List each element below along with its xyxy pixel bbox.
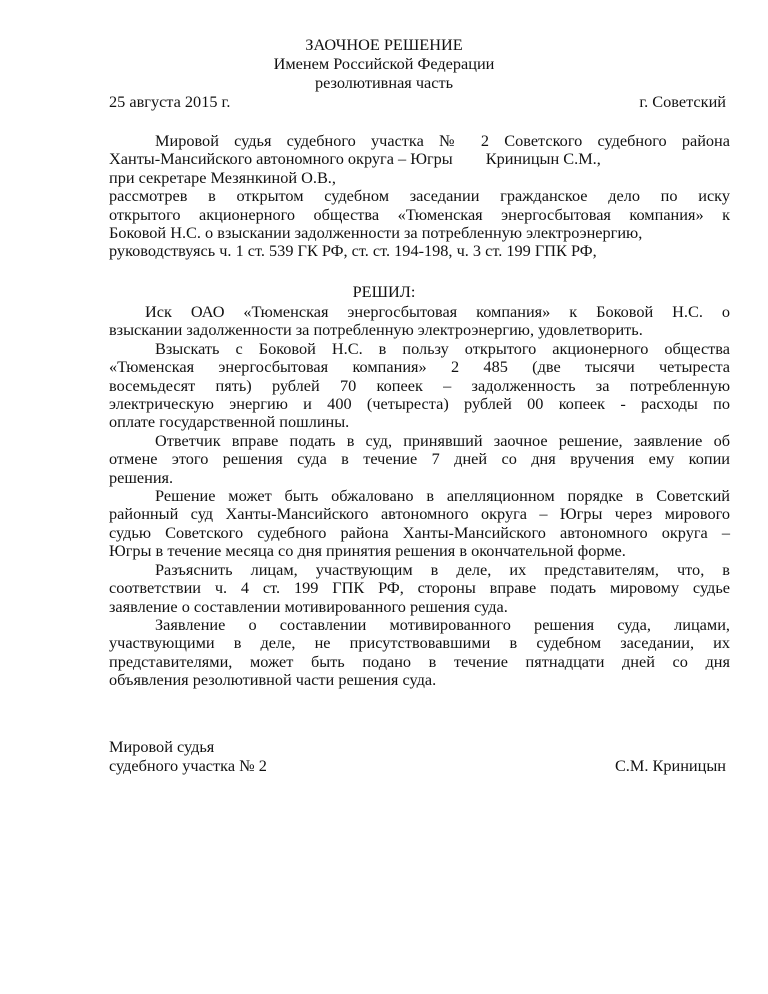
- paragraph-line: «Тюменская энергосбытовая компания» 2 485 (две тысячи четыреста: [109, 357, 730, 377]
- decision-heading: РЕШИЛ:: [352, 282, 416, 301]
- paragraph-line: участвующими в деле, не присутствовавшими в судебном заседании, их: [109, 633, 730, 653]
- intro-line: [109, 150, 730, 168]
- decision-paragraph: [109, 432, 730, 487]
- paragraph-line: Ответчик вправе подать в суд, принявший заочное решение, заявление об: [155, 430, 730, 450]
- paragraph-line: Разъяснить лицам, участвующим в деле, их представителям, что, в: [155, 559, 730, 579]
- paragraph-line: электрическую энергию и 400 (четыреста) рублей 00 копеек - расходы по: [109, 394, 730, 414]
- paragraph-line: отмене этого решения суда в течение 7 дней со дня вручения ему копии: [109, 449, 730, 469]
- intro-block: [109, 132, 730, 261]
- paragraph-line: заявление о составлении мотивированного решения суда.: [109, 596, 508, 616]
- decision-paragraph: [109, 561, 730, 616]
- paragraph-line: объявления резолютивной части решения суда.: [109, 670, 437, 690]
- paragraph-line: судью Советского судебного района Ханты-Мансийского автономного округа –: [109, 522, 730, 542]
- intro-line: Мировой судья судебного участка № 2 Советского судебного района: [155, 131, 730, 150]
- intro-line: руководствуясь ч. 1 ст. 539 ГК РФ, ст. ст. 194-198, ч. 3 ст. 199 ГПК РФ,: [109, 241, 597, 261]
- intro-judge: Криницын С.М.,: [485, 149, 601, 169]
- document-title: ЗАОЧНОЕ РЕШЕНИЕ: [305, 35, 463, 54]
- paragraph-line: взыскании задолженности за потребленную электроэнергию, удовлетворить.: [109, 320, 643, 340]
- signature-title: Мировой судья: [109, 737, 215, 756]
- decision-paragraph: [109, 303, 730, 340]
- document-part: резолютивная часть: [314, 73, 454, 92]
- document-date: 25 августа 2015 г.: [109, 92, 231, 111]
- intro-line: открытого акционерного общества «Тюменская энергосбытовая компания» к: [109, 204, 730, 224]
- paragraph-line: соответствии ч. 4 ст. 199 ГПК РФ, стороны вправе подать мировому судье: [109, 578, 730, 598]
- intro-line: Боковой Н.С. о взыскании задолженности за потребленную электроэнергию,: [109, 223, 643, 243]
- signature-court: судебного участка № 2: [109, 756, 267, 775]
- paragraph-line: районный суд Ханты-Мансийского автономного округа – Югры через мирового: [109, 504, 730, 524]
- paragraph-line: представителями, может быть подано в течение пятнадцати дней со дня: [109, 651, 730, 671]
- paragraph-line: восемьдесят пять) рублей 70 копеек – задолженность за потребленную: [109, 375, 730, 395]
- paragraph-line: Заявление о составлении мотивированного решения суда, лицами,: [155, 614, 730, 634]
- decision-body: [109, 303, 730, 690]
- decision-paragraph: [109, 616, 730, 690]
- paragraph-line: Взыскать с Боковой Н.С. в пользу открытого акционерного общества: [155, 338, 730, 358]
- signature-name: С.М. Криницын: [614, 756, 726, 775]
- paragraph-line: Решение может быть обжаловано в апелляционном порядке в Советский: [155, 486, 730, 506]
- intro-line: рассмотрев в открытом судебном заседании гражданское дело по иску: [109, 186, 730, 206]
- decision-paragraph: [109, 487, 730, 561]
- paragraph-line: Югры в течение месяца со дня принятия решения в окончательной форме.: [109, 541, 626, 561]
- intro-line: при секретаре Мезянкиной О.В.,: [109, 167, 336, 187]
- paragraph-line: оплате государственной пошлины.: [109, 412, 350, 432]
- document-subtitle: Именем Российской Федерации: [273, 54, 495, 73]
- decision-paragraph: [109, 340, 730, 432]
- intro-district: Ханты-Мансийского автономного округа – Югры: [109, 149, 453, 169]
- document-city: г. Советский: [639, 92, 726, 111]
- paragraph-line: решения.: [109, 467, 174, 487]
- paragraph-line: Иск ОАО «Тюменская энергосбытовая компания» к Боковой Н.С. о: [145, 302, 730, 321]
